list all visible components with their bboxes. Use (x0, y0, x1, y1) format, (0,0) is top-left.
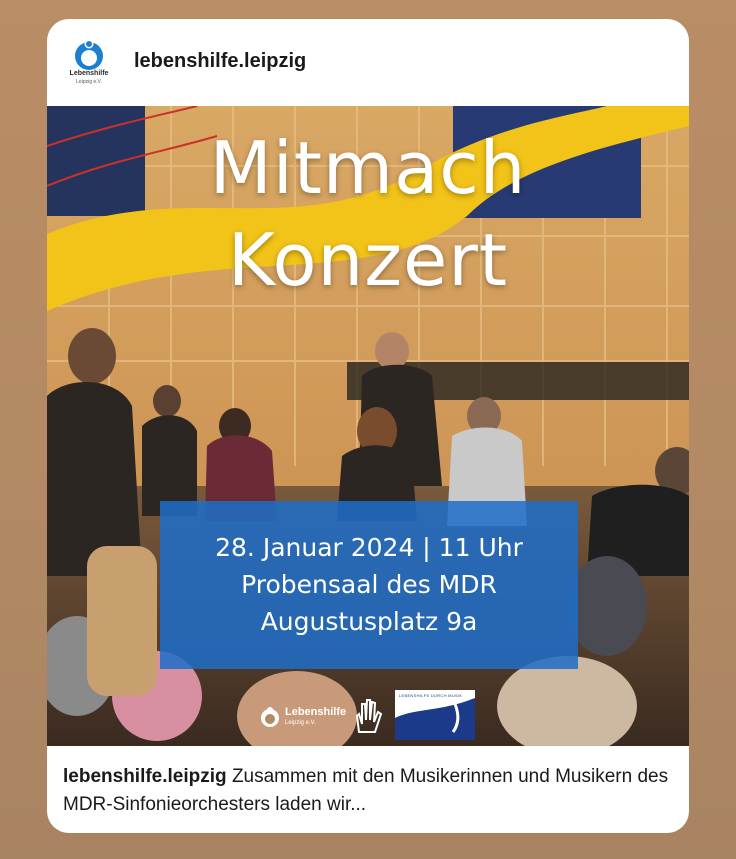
post-card (47, 19, 689, 833)
poster-lebenshilfe-logo (259, 696, 374, 738)
event-address: Augustusplatz 9a (260, 607, 478, 636)
poster-logo-name: Lebenshilfe (285, 706, 347, 718)
lebenshilfe-logo-icon (259, 706, 281, 728)
poster-title-line2: Konzert (227, 218, 509, 302)
event-venue: Probensaal des MDR (241, 570, 497, 599)
caption-text: Zusammen mit den Musikerinnen und Musikern des MDR-Sinfonieorchesters laden wir... (63, 766, 669, 815)
profile-avatar[interactable] (63, 34, 115, 90)
partner-logo (395, 690, 475, 740)
poster-title-line1: Mitmach (209, 126, 527, 210)
lebenshilfe-logo-icon (71, 38, 107, 72)
post-image[interactable] (47, 106, 689, 746)
event-info-box (160, 501, 578, 669)
post-header (47, 19, 689, 105)
event-date-time: 28. Januar 2024 | 11 Uhr (215, 533, 523, 562)
post-caption (63, 763, 678, 819)
caption-username[interactable]: lebenshilfe.leipzig (63, 766, 227, 787)
partner-logo-text: LEBENSHILFE DURCH MUSIK (399, 693, 463, 698)
avatar-brand-text: Lebenshilfe (69, 70, 109, 77)
poster-logo-sub: Leipzig e.V. (285, 720, 316, 726)
hand-icon (353, 698, 383, 734)
avatar-sub-text: Leipzig e.V. (76, 79, 102, 85)
post-username[interactable]: lebenshilfe.leipzig (134, 50, 307, 72)
